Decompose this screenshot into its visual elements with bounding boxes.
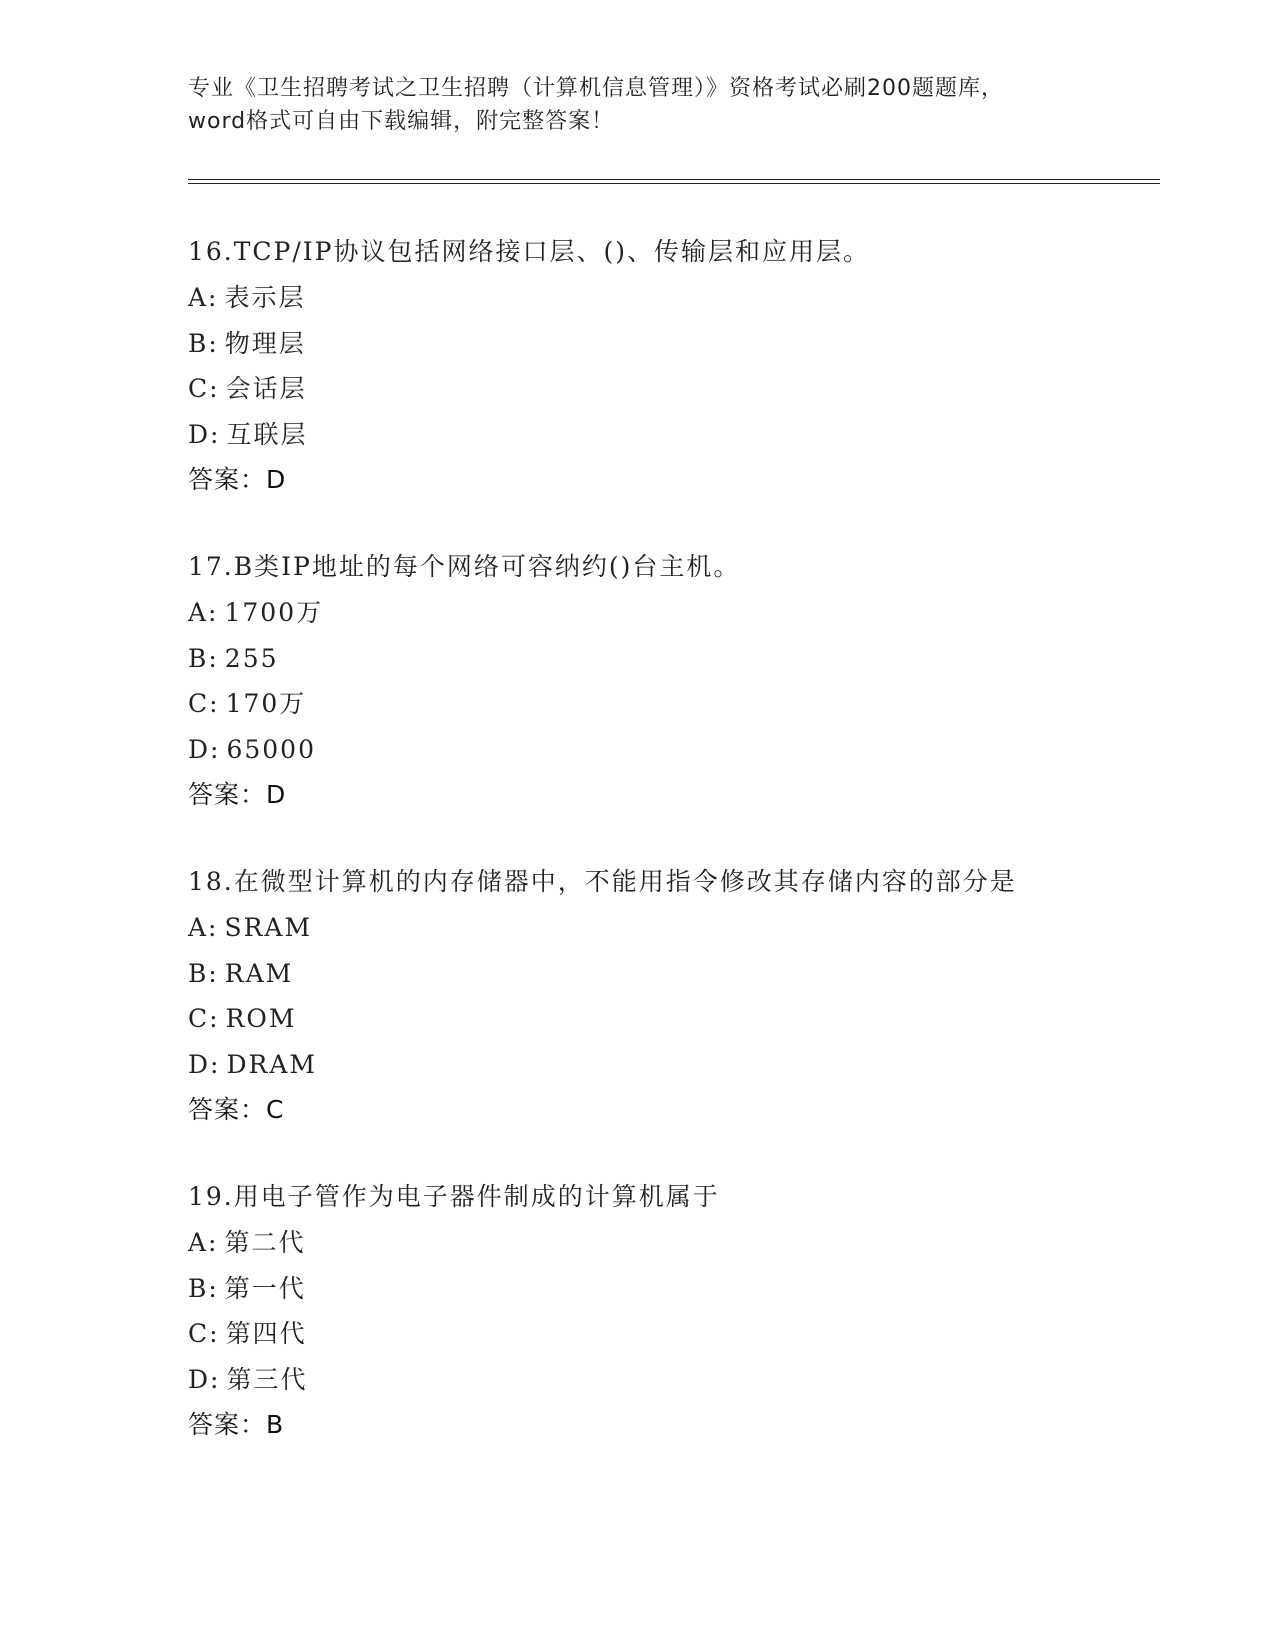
question-19 [188,1174,1148,1448]
header-line-2: word格式可自由下载编辑，附完整答案！ [188,109,615,134]
option-d [188,1042,1148,1088]
option-text: ROM [225,1004,297,1033]
question-stem: 18.在微型计算机的内存储器中，不能用指令修改其存储内容的部分是 [188,867,1017,896]
header-divider-bottom [188,183,1160,184]
answer: 答案：D [188,465,287,494]
option-letter: B: [188,1273,219,1303]
option-text: 65000 [226,734,316,764]
option-c [188,1311,1148,1357]
option-a [188,1220,1148,1266]
option-text: 第一代 [224,1273,306,1303]
option-b [188,951,1148,997]
option-letter: C: [188,1319,220,1348]
option-letter: D: [188,1364,221,1394]
option-text: 170万 [225,689,307,718]
option-text: DRAM [226,1049,317,1079]
question-16 [188,229,1148,503]
answer: 答案：C [188,1095,285,1124]
option-letter: B: [188,328,219,358]
option-text: SRAM [224,913,313,942]
option-letter: B: [188,958,219,988]
document-header [188,72,1088,138]
option-c [188,996,1148,1042]
question-17 [188,544,1148,818]
option-b [188,1266,1148,1312]
question-stem: 19.用电子管作为电子器件制成的计算机属于 [188,1182,720,1211]
question-18 [188,859,1148,1133]
option-letter: B: [188,643,219,673]
question-stem: 16.TCP/IP协议包括网络接口层、()、传输层和应用层。 [188,237,871,266]
option-d [188,412,1148,458]
option-text: 互联层 [226,419,308,449]
option-text: 会话层 [225,374,307,403]
option-c [188,366,1148,412]
option-a [188,275,1148,321]
answer: 答案：B [188,1410,285,1439]
option-text: 表示层 [224,283,306,312]
option-letter: A: [188,913,219,942]
option-text: 物理层 [224,328,306,358]
question-stem: 17.B类IP地址的每个网络可容纳约()台主机。 [188,552,741,581]
option-c [188,681,1148,727]
option-b [188,636,1148,682]
option-letter: C: [188,689,220,718]
option-letter: A: [188,1228,219,1257]
option-letter: C: [188,374,220,403]
answer: 答案：D [188,780,287,809]
header-line-1: 专业《卫生招聘考试之卫生招聘（计算机信息管理）》资格考试必刷200题题库， [188,76,1004,101]
option-d [188,727,1148,773]
option-text: 1700万 [224,598,324,627]
option-text: 第三代 [226,1364,308,1394]
option-text: 255 [224,643,279,673]
option-letter: D: [188,419,221,449]
option-letter: D: [188,1049,221,1079]
option-letter: D: [188,734,221,764]
option-text: RAM [224,958,294,988]
option-letter: A: [188,283,219,312]
option-text: 第四代 [225,1319,307,1348]
option-letter: C: [188,1004,220,1033]
option-text: 第二代 [224,1228,306,1257]
option-b [188,321,1148,367]
option-a [188,590,1148,636]
option-a [188,905,1148,951]
option-d [188,1357,1148,1403]
option-letter: A: [188,598,219,627]
header-divider-top [188,179,1160,180]
